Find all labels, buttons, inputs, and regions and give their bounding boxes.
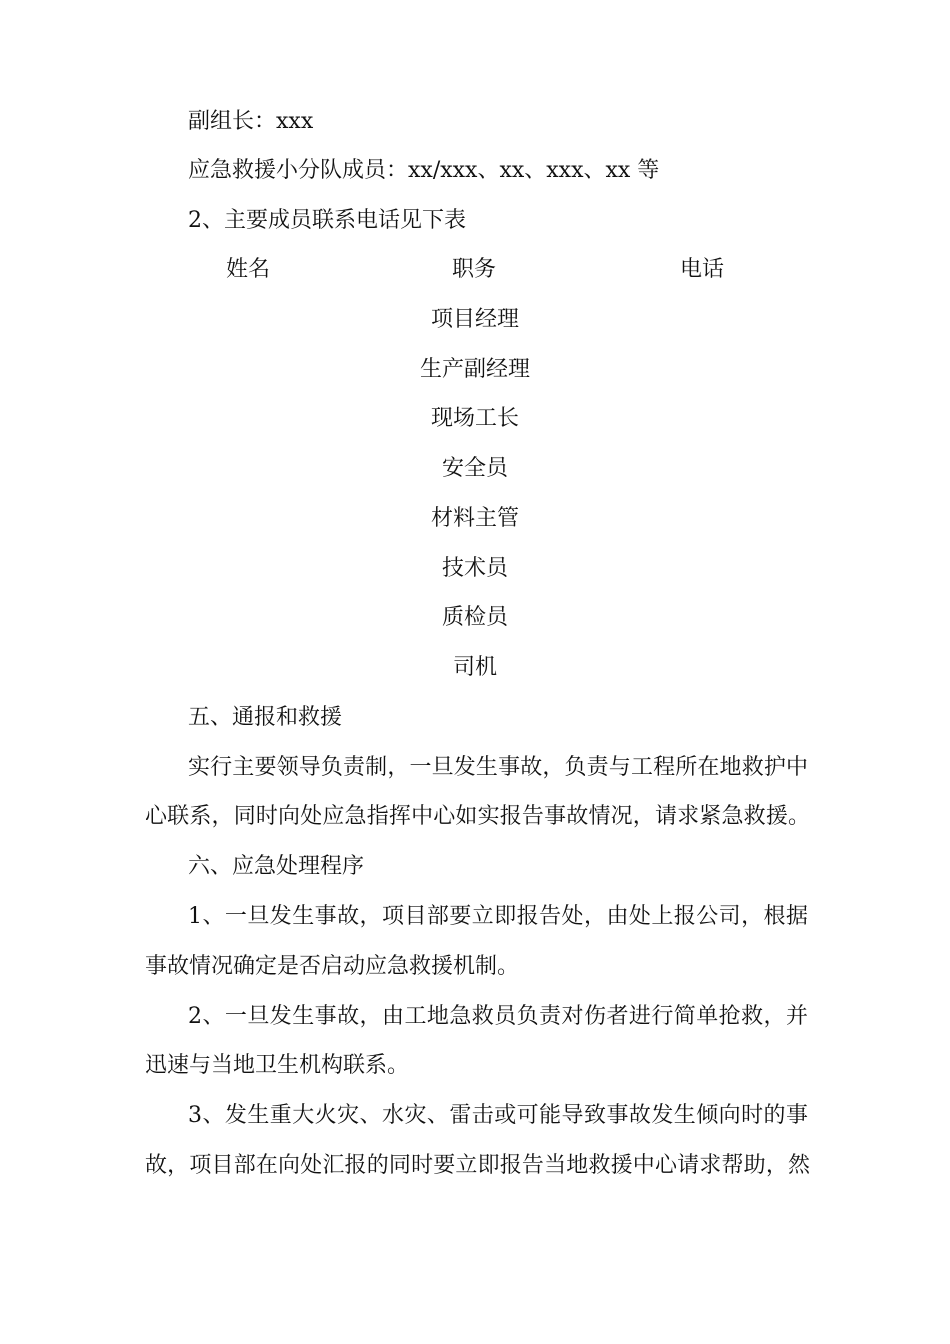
table-header-name: 姓名	[226, 257, 271, 282]
section-6-title: 六、应急处理程序	[188, 854, 365, 879]
item-3-line: 故，项目部在向处汇报的同时要立即报告当地救援中心请求帮助，然	[145, 1153, 810, 1178]
table-row-position: 司机	[452, 655, 497, 680]
item-1-line: 1、一旦发生事故，项目部要立即报告处，由处上报公司，根据	[188, 904, 808, 929]
team-members-line: 应急救援小分队成员：xx/xxx、xx、xxx、xx 等	[188, 158, 660, 183]
table-row-position: 安全员	[441, 456, 508, 481]
item-2-line: 迅速与当地卫生机构联系。	[145, 1053, 410, 1078]
deputy-leader-line: 副组长：xxx	[188, 109, 314, 134]
table-row-position: 质检员	[441, 605, 508, 630]
item-3-line: 3、发生重大火灾、水灾、雷击或可能导致事故发生倾向时的事	[188, 1103, 808, 1128]
section-5-title: 五、通报和救援	[188, 705, 343, 730]
table-row-position: 技术员	[441, 556, 508, 581]
section-5-paragraph-line: 心联系，同时向处应急指挥中心如实报告事故情况，请求紧急救援。	[145, 804, 810, 829]
table-header-phone: 电话	[680, 257, 725, 282]
table-row-position: 生产副经理	[419, 357, 530, 382]
section-5-paragraph-line: 实行主要领导负责制，一旦发生事故，负责与工程所在地救护中	[188, 755, 808, 780]
item-1-line: 事故情况确定是否启动应急救援机制。	[145, 954, 520, 979]
table-header-position: 职务	[452, 257, 497, 282]
table-row-position: 现场工长	[430, 406, 519, 431]
item-2-line: 2、一旦发生事故，由工地急救员负责对伤者进行简单抢救，并	[188, 1004, 808, 1029]
table-row-position: 项目经理	[430, 307, 519, 332]
table-row-position: 材料主管	[430, 506, 519, 531]
contact-heading: 2、主要成员联系电话见下表	[188, 208, 466, 233]
